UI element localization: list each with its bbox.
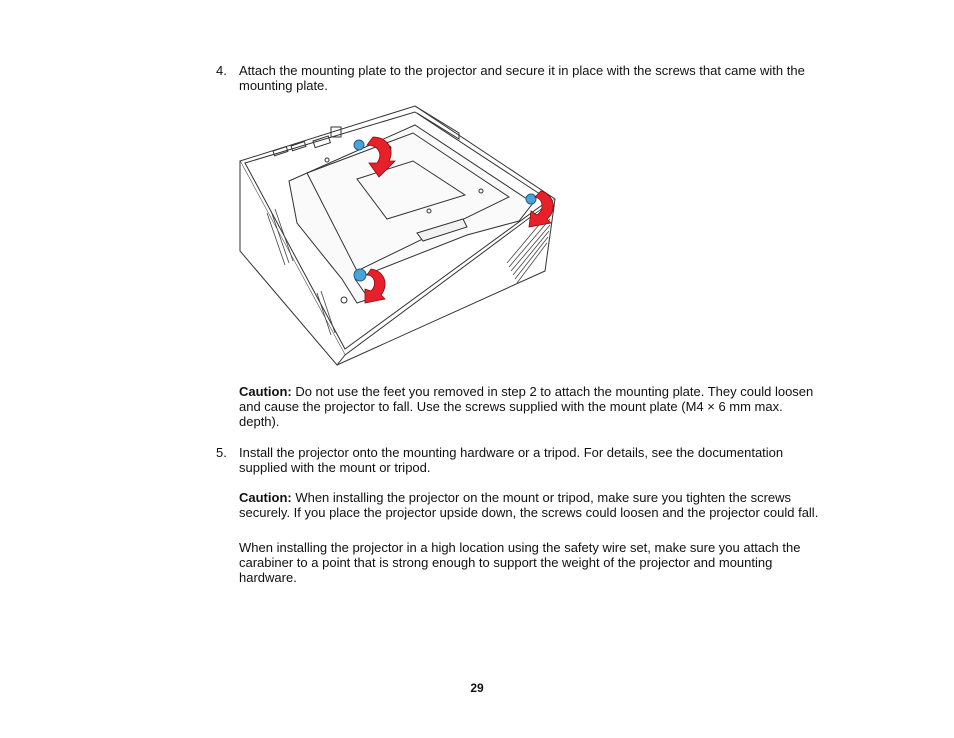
projector-mounting-plate-illustration [237,103,557,369]
safety-wire-note: When installing the projector in a high location using the safety wire set, make sure you attach the carabiner to a point that is strong enough to support the weight of the projector and mounting hardware. [239,540,801,585]
step-5-text: Install the projector onto the mounting hardware or a tripod. For details, see the documentation supplied with the mount or tripod. [239,445,784,475]
screw-back [354,140,364,150]
screw-right [526,194,536,204]
caution-1-text: Do not use the feet you removed in step 2 to attach the mounting plate. They could loosen and cause the projector to fall. Use the screws supplied with the mount plate (M4 × 6 mm max. depth). [239,384,814,429]
caution-1-label: Caution: [239,384,292,399]
caution-2-label: Caution: [239,490,292,505]
step-4-number: 4. [216,63,227,78]
step-4-text: Attach the mounting plate to the projector and secure it in place with the screws that came with the mounting plate. [239,63,805,93]
screw-front [354,269,366,281]
page-number: 29 [470,681,484,695]
step-5-number: 5. [216,445,227,460]
caution-2-text: When installing the projector on the mount or tripod, make sure you tighten the screws securely. If you place the projector upside down, the screws could loosen and the projector could fall. [239,490,819,520]
